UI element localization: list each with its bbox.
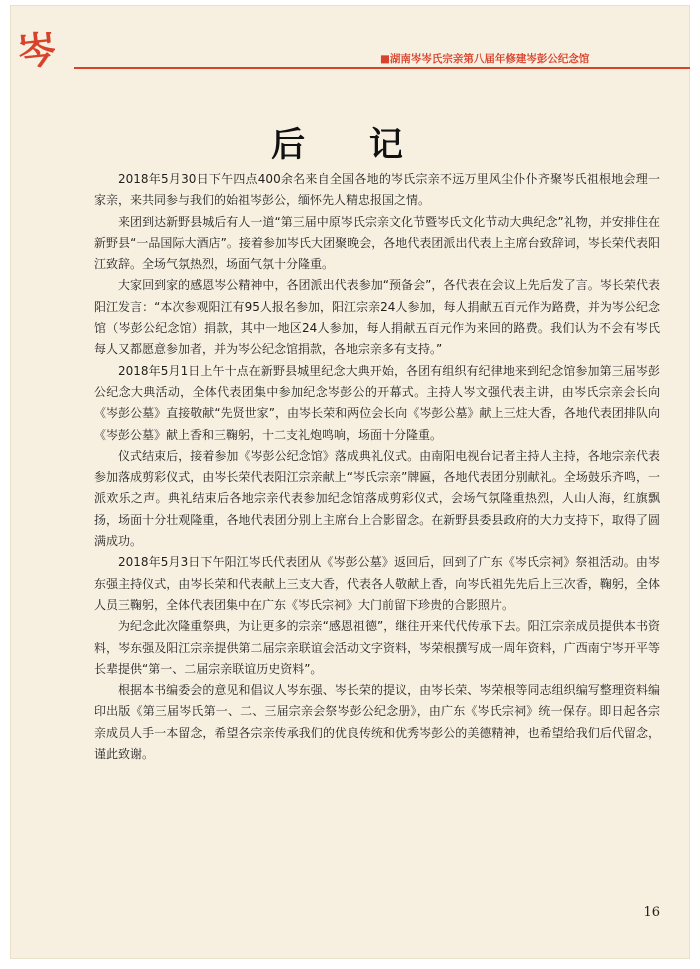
paragraph-6: 2018年5月3日下午阳江岑氏代表团从《岑彭公墓》返回后，回到了广东《岑氏宗祠》祭祖活动。由岑东强主持仪式，由岑长荣和代表献上三支大香，代表各人敬献上香，向岑氏祖先先后上三次香，鞠躬，全体人员三鞠躬，全体代表团集中在广东《岑氏宗祠》大门前留下珍贵的合影照片。 [94,555,660,612]
paragraph-4: 2018年5月1日上午十点在新野县城里纪念大典开始，各团有组织有纪律地来到纪念馆参加第三届岑彭公纪念大典活动，全体代表团集中参加纪念岑彭公的开幕式。主持人岑文强代表主讲，由岑氏宗亲会长向《岑彭公墓》直接敬献“先贤世家”，由岑长荣和两位会长向《岑彭公墓》献上三炷大香，各地代表团排队向《岑彭公墓》献上香和三鞠躬，十二支礼炮鸣响，场面十分隆重。 [94,363,660,442]
body-text [94,169,660,765]
header-rule [74,67,690,69]
page-title: 后 记 [271,125,429,165]
header-logo: 岑 [15,26,59,75]
paragraph-2: 来团到达新野县城后有人一道“第三届中原岑氏宗亲文化节暨岑氏文化节动大典纪念”礼物，并安排住在新野县“一品国际大酒店”。接着参加岑氏大团聚晚会，各地代表团派出代表上主席台致辞词，岑长荣代表阳江致辞。全场气氛热烈，场面气氛十分隆重。 [94,214,660,272]
document-page [10,5,690,959]
paragraph-1: 2018年5月30日下午四点400余名来自全国各地的岑氏宗亲不远万里风尘仆仆齐聚岑氏祖根地会理一家亲，来共同参与我们的始祖岑彭公，缅怀先人精忠报国之情。 [94,172,660,208]
paragraph-3: 大家回到家的感恩岑公精神中，各团派出代表参加“预备会”，各代表在会议上先后发了言。岑长荣代表阳江发言：“本次参观阳江有95人报名参加，阳江宗亲24人参加，每人捐献五百元作为路费，并为岑公纪念馆（岑彭公纪念馆）捐款，其中一地区24人参加，每人捐献五百元作为来回的路费。我们认为不会有岑氏每人又都愿意参加者，并为岑公纪念馆捐款，各地宗亲多有支持。” [94,278,660,357]
header-title: ■湖南岑岑氏宗亲第八届年修建岑彭公纪念馆 [380,53,590,65]
paragraph-8: 根据本书编委会的意见和倡议人岑东强、岑长荣的提议，由岑长荣、岑荣根等同志组织编写整理资料编印出版《第三届岑氏第一、二、三届宗亲会祭岑彭公纪念册》，由广东《岑氏宗祠》统一保存。即日起各宗亲成员人手一本留念，希望各宗亲传承我们的优良传统和优秀岑彭公的美德精神，也希望给我们后代留念，谨此致谢。 [94,683,660,762]
page-number: 16 [643,905,660,920]
paragraph-5: 仪式结束后，接着参加《岑彭公纪念馆》落成典礼仪式。由南阳电视台记者主持人主持，各地宗亲代表参加落成剪彩仪式，由岑长荣代表阳江宗亲献上“岑氏宗亲”牌匾，各地代表团分别献礼。全场鼓乐齐鸣，一派欢乐之声。典礼结束后各地宗亲代表参加纪念馆落成剪彩仪式，会场气氛隆重热烈，人山人海，红旗飘扬，场面十分壮观隆重，各地代表团分别上主席台上合影留念。在新野县委县政府的大力支持下，取得了圆满成功。 [94,448,660,549]
paragraph-7: 为纪念此次隆重祭典，为让更多的宗亲“感恩祖德”，继往开来代代传承下去。阳江宗亲成员提供本书资料，岑东强及阳江宗亲提供第二届宗亲联谊会活动文字资料，岑荣根撰写成一周年资料，广西南宁岑开平等长辈提供“第一、二届宗亲联谊历史资料”。 [94,619,660,676]
